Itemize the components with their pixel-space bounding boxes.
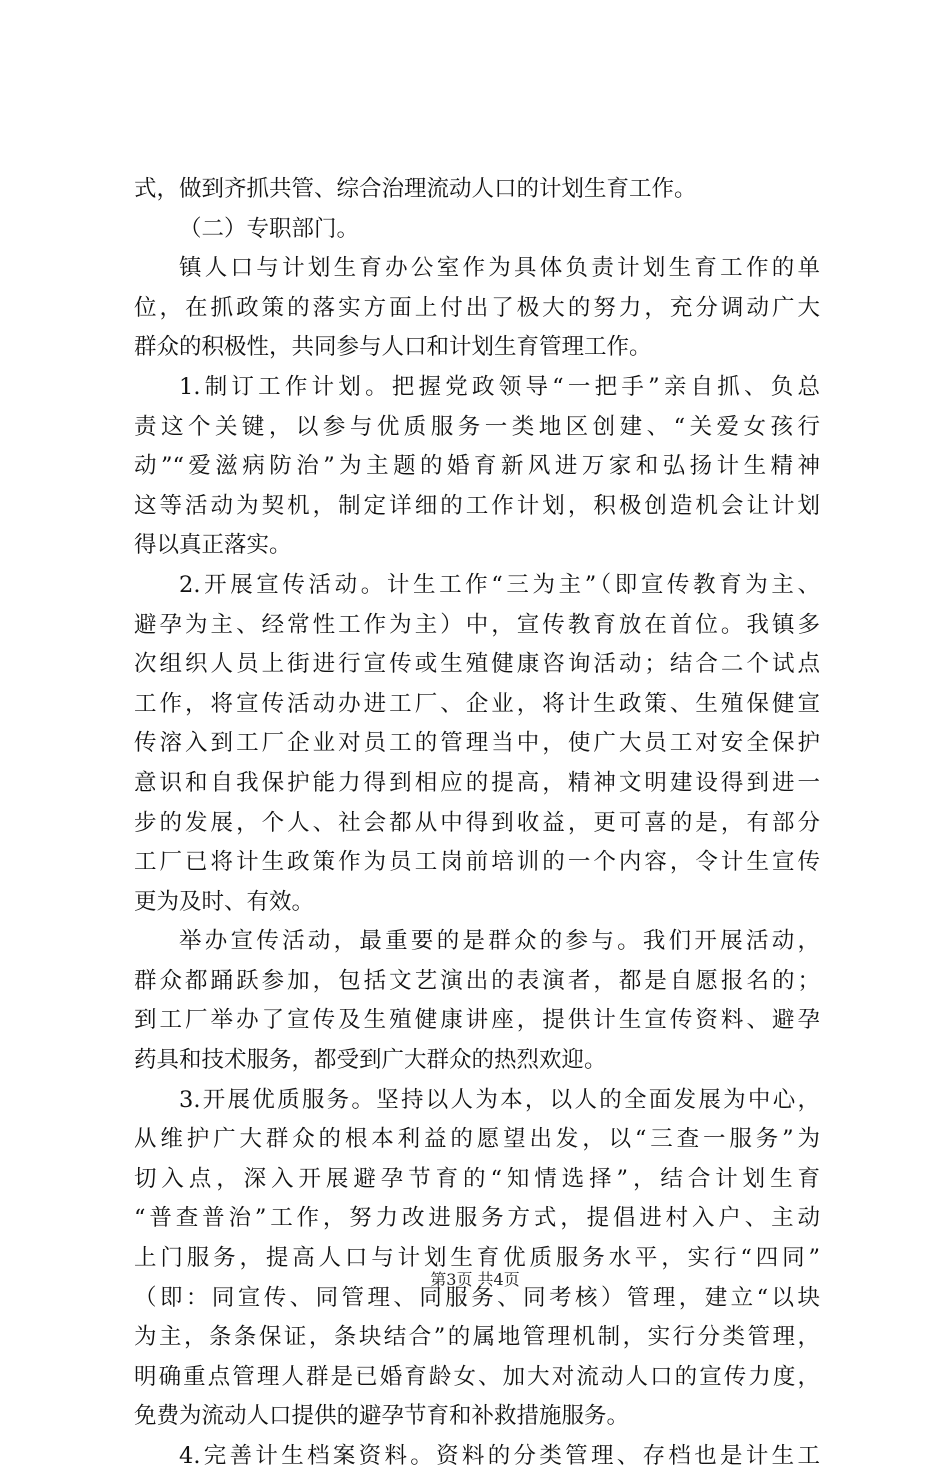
text-line: 明确重点管理人群是已婚育龄女、加大对流动人口的宣传力度，	[134, 1363, 820, 1390]
text-line: 上门服务，提高人口与计划生育优质服务水平，实行“四同”	[134, 1245, 820, 1272]
text-line: 更为及时、有效。	[134, 888, 315, 915]
text-line: 工作，将宣传活动办进工厂、企业，将计生政策、生殖保健宣	[134, 690, 820, 717]
text-line: 动”“爱滋病防治”为主题的婚育新风进万家和弘扬计生精神	[134, 453, 820, 480]
page-footer: 第3页 共4页	[430, 1270, 520, 1289]
text-line: 得以真正落实。	[134, 532, 292, 559]
text-line: “普查普治”工作，努力改进服务方式，提倡进村入户、主动	[134, 1205, 820, 1232]
text-line: 药具和技术服务，都受到广大群众的热烈欢迎。	[134, 1047, 607, 1074]
text-line: 切入点，深入开展避孕节育的“知情选择”，结合计划生育	[134, 1165, 820, 1192]
text-line: 位，在抓政策的落实方面上付出了极大的努力，充分调动广大	[134, 294, 820, 321]
text-line: 4.完善计生档案资料。资料的分类管理、存档也是计生工	[179, 1443, 820, 1469]
text-line: 免费为流动人口提供的避孕节育和补救措施服务。	[134, 1403, 630, 1430]
text-line: 步的发展，个人、社会都从中得到收益，更可喜的是，有部分	[134, 809, 820, 836]
text-line: 2.开展宣传活动。计生工作“三为主”（即宣传教育为主、	[179, 571, 820, 598]
text-line: 责这个关键，以参与优质服务一类地区创建、“关爱女孩行	[134, 413, 820, 440]
text-line: 工厂已将计生政策作为员工岗前培训的一个内容，令计生宣传	[134, 849, 820, 876]
text-line: 3.开展优质服务。坚持以人为本，以人的全面发展为中心，	[179, 1086, 820, 1113]
text-line: （二）专职部门。	[179, 215, 360, 242]
text-line: 镇人口与计划生育办公室作为具体负责计划生育工作的单	[179, 255, 820, 282]
text-line: 举办宣传活动，最重要的是群众的参与。我们开展活动，	[179, 928, 820, 955]
text-line: 为主，条条保证，条块结合”的属地管理机制，实行分类管理，	[134, 1324, 820, 1351]
text-line: 次组织人员上街进行宣传或生殖健康咨询活动；结合二个试点	[134, 651, 820, 678]
text-line: 式，做到齐抓共管、综合治理流动人口的计划生育工作。	[134, 176, 697, 202]
text-line: 到工厂举办了宣传及生殖健康讲座，提供计生宣传资料、避孕	[134, 1007, 820, 1034]
text-line: 意识和自我保护能力得到相应的提高，精神文明建设得到进一	[134, 769, 820, 796]
text-line: 群众的积极性，共同参与人口和计划生育管理工作。	[134, 334, 652, 361]
text-line: 群众都踊跃参加，包括文艺演出的表演者，都是自愿报名的；	[134, 967, 820, 994]
text-line: 这等活动为契机，制定详细的工作计划，积极创造机会让计划	[134, 492, 820, 519]
text-line: 传溶入到工厂企业对员工的管理当中，使广大员工对安全保护	[134, 730, 820, 757]
text-line: 从维护广大群众的根本利益的愿望出发，以“三查一服务”为	[134, 1126, 820, 1153]
text-line: 1.制订工作计划。把握党政领导“一把手”亲自抓、负总	[179, 373, 820, 400]
text-line: 避孕为主、经常性工作为主）中，宣传教育放在首位。我镇多	[134, 611, 820, 638]
text-line: （即：同宣传、同管理、同服务、同考核）管理，建立“以块	[134, 1284, 820, 1311]
